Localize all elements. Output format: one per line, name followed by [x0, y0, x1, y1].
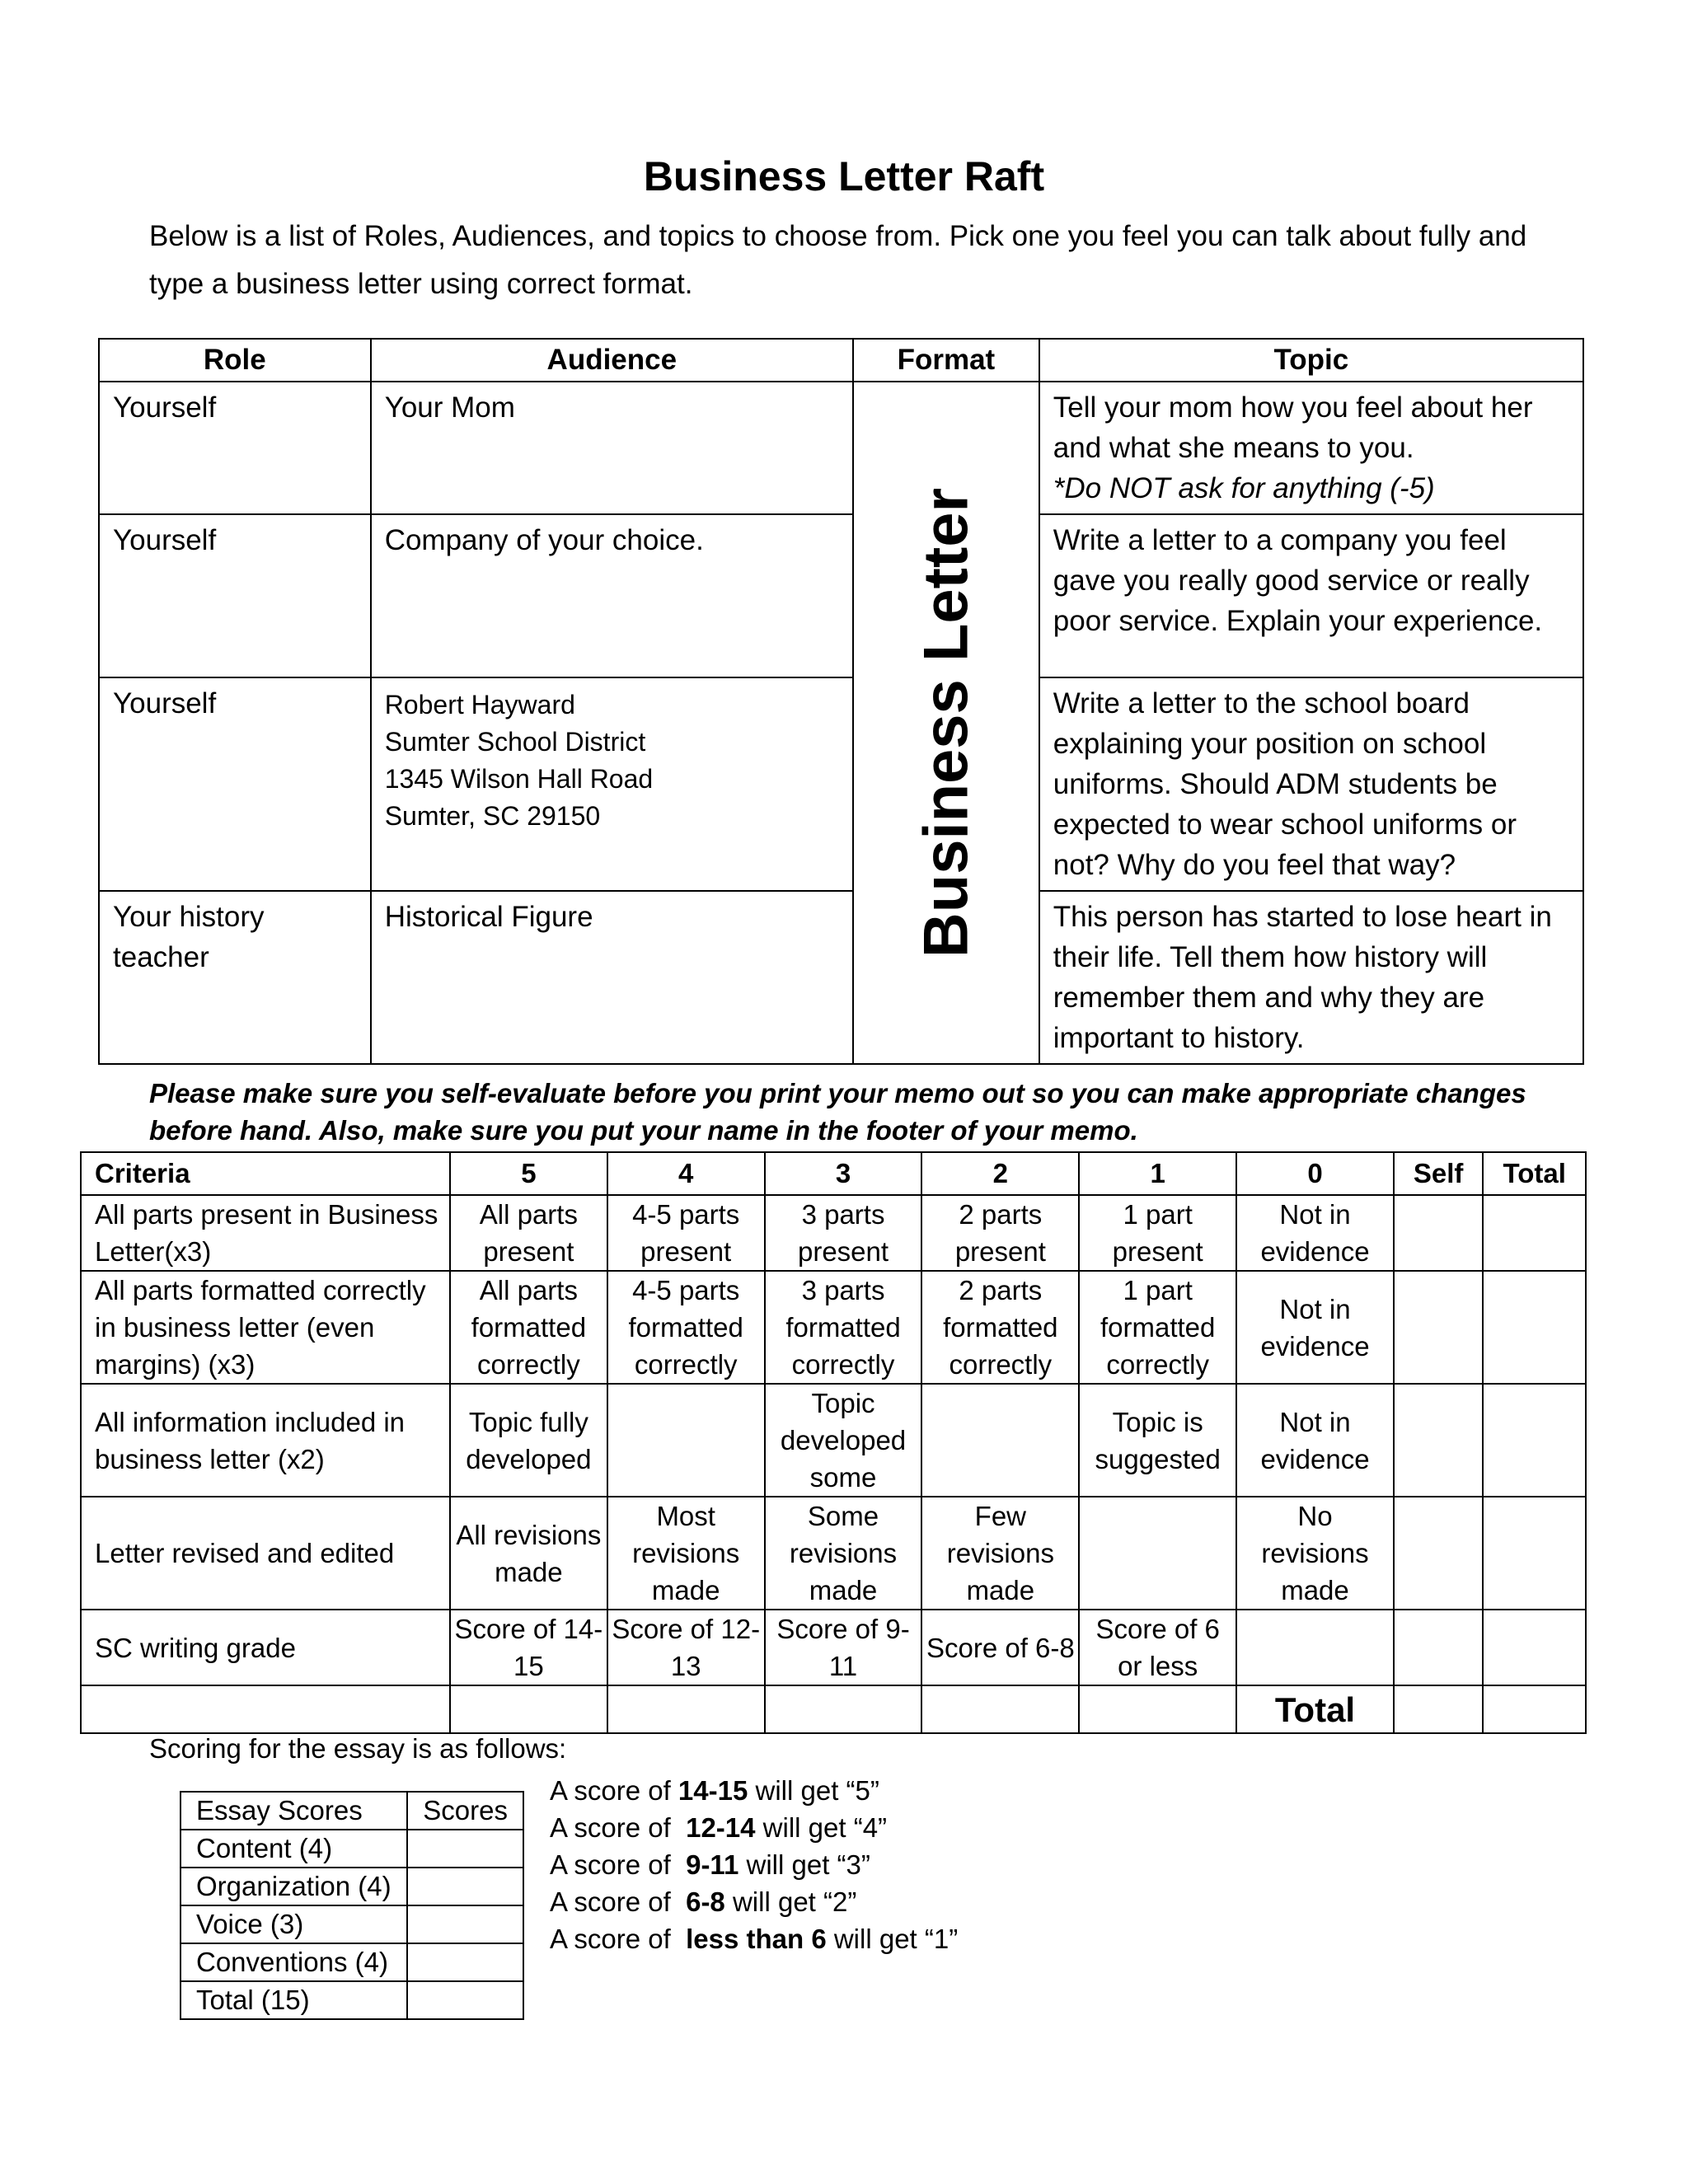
self-score-cell[interactable]: [1394, 1610, 1483, 1685]
rubric-cell: Score of 12-13: [607, 1610, 765, 1685]
raft-topic-note: *Do NOT ask for anything (-5): [1053, 472, 1435, 504]
scale-range: 14-15: [678, 1775, 748, 1806]
scale-range: 9-11: [686, 1849, 739, 1880]
total-score-cell[interactable]: [1483, 1271, 1586, 1384]
format-business-letter: Business Letter: [911, 487, 982, 958]
scale-range: 6-8: [686, 1886, 725, 1917]
rubric-cell: Score of 9-11: [765, 1610, 922, 1685]
rubric-cell: Not in evidence: [1236, 1384, 1394, 1497]
raft-format-cell: [853, 382, 1039, 1064]
essay-score-cell[interactable]: [407, 1868, 523, 1905]
rubric-criteria: Letter revised and edited: [81, 1497, 450, 1610]
rubric-cell: 1 part formatted correctly: [1079, 1271, 1236, 1384]
raft-table: [98, 338, 1584, 1065]
address-line: 1345 Wilson Hall Road: [384, 764, 654, 794]
rubric-cell: Score of 6-8: [921, 1610, 1079, 1685]
rubric-empty-cell: [1079, 1685, 1236, 1733]
scale-line: [550, 1883, 958, 1920]
rubric-empty-cell: [450, 1685, 607, 1733]
rubric-header: 5: [450, 1152, 607, 1195]
rubric-cell: 4-5 parts present: [607, 1195, 765, 1271]
raft-header-role: Role: [99, 339, 371, 382]
rubric-cell: Not in evidence: [1236, 1271, 1394, 1384]
address-line: Sumter, SC 29150: [384, 801, 601, 831]
rubric-cell: All parts formatted correctly: [450, 1271, 607, 1384]
rubric-criteria: All parts present in Business Letter(x3): [81, 1195, 450, 1271]
rubric-cell: No revisions made: [1236, 1497, 1394, 1610]
essay-category: Total (15): [181, 1981, 407, 2019]
self-total-cell[interactable]: [1394, 1685, 1483, 1733]
total-score-cell[interactable]: [1483, 1497, 1586, 1610]
raft-header-audience: Audience: [371, 339, 853, 382]
rubric-cell: 3 parts formatted correctly: [765, 1271, 922, 1384]
scale-line: [550, 1920, 958, 1957]
scale-range: 12-14: [686, 1812, 756, 1843]
rubric-cell: Score of 6 or less: [1079, 1610, 1236, 1685]
address-line: Sumter School District: [384, 727, 646, 757]
essay-category: Organization (4): [181, 1868, 407, 1905]
scale-range: less than 6: [686, 1924, 827, 1954]
rubric-header: 2: [921, 1152, 1079, 1195]
essay-score-cell[interactable]: [407, 1943, 523, 1981]
rubric-header: 3: [765, 1152, 922, 1195]
intro-paragraph: Below is a list of Roles, Audiences, and topics to choose from. Pick one you feel you can talk about fully and type a business letter using correct format.: [149, 220, 1527, 300]
rubric-criteria: SC writing grade: [81, 1610, 450, 1685]
raft-role: Yourself: [99, 677, 371, 891]
rubric-header: 4: [607, 1152, 765, 1195]
scale-line: [550, 1846, 958, 1883]
rubric-header: Self: [1394, 1152, 1483, 1195]
rubric-cell: [607, 1384, 765, 1497]
raft-role: Yourself: [99, 514, 371, 677]
scale-prefix: A score of: [550, 1849, 687, 1880]
raft-role: Your history teacher: [99, 891, 371, 1064]
essay-category: Conventions (4): [181, 1943, 407, 1981]
total-score-cell[interactable]: [1483, 1195, 1586, 1271]
rubric-criteria: All information included in business letter (x2): [81, 1384, 450, 1497]
raft-topic: This person has started to lose heart in their life. Tell them how history will remember them and why they are important to history.: [1039, 891, 1583, 1064]
raft-header-format: Format: [853, 339, 1039, 382]
scale-line: [550, 1809, 958, 1846]
scale-prefix: A score of: [550, 1924, 687, 1954]
essay-score-cell[interactable]: [407, 1981, 523, 2019]
scale-prefix: A score of: [550, 1775, 678, 1806]
rubric-cell: Few revisions made: [921, 1497, 1079, 1610]
scale-suffix: will get “5”: [748, 1775, 879, 1806]
rubric-cell: Topic fully developed: [450, 1384, 607, 1497]
raft-topic: Write a letter to a company you feel gave you really good service or really poor service. Explain your experience.: [1039, 514, 1583, 677]
rubric-cell: Some revisions made: [765, 1497, 922, 1610]
total-score-cell[interactable]: [1483, 1384, 1586, 1497]
self-score-cell[interactable]: [1394, 1195, 1483, 1271]
rubric-cell: 2 parts formatted correctly: [921, 1271, 1079, 1384]
score-scale: [550, 1772, 958, 1957]
scale-line: [550, 1772, 958, 1809]
essay-score-cell[interactable]: [407, 1905, 523, 1943]
raft-audience: Your Mom: [371, 382, 853, 514]
essay-score-cell[interactable]: [407, 1830, 523, 1868]
page-title: Business Letter Raft: [643, 153, 1045, 199]
raft-topic: [1039, 382, 1583, 514]
essay-header: Essay Scores: [181, 1792, 407, 1830]
rubric-cell: Score of 14-15: [450, 1610, 607, 1685]
raft-header-topic: Topic: [1039, 339, 1583, 382]
raft-topic: Write a letter to the school board explaining your position on school uniforms. Should ADM students be expected to wear school uniforms or not? Why do you feel that way?: [1039, 677, 1583, 891]
rubric-cell: [921, 1384, 1079, 1497]
scale-suffix: will get “4”: [755, 1812, 888, 1843]
raft-topic-text: Tell your mom how you feel about her and what she means to you.: [1053, 391, 1533, 464]
rubric-criteria: All parts formatted correctly in business letter (even margins) (x3): [81, 1271, 450, 1384]
rubric-empty-cell: [921, 1685, 1079, 1733]
rubric-cell: All revisions made: [450, 1497, 607, 1610]
scale-prefix: A score of: [550, 1812, 687, 1843]
rubric-header: Total: [1483, 1152, 1586, 1195]
rubric-header: Criteria: [81, 1152, 450, 1195]
essay-scores-table: [180, 1791, 524, 2020]
rubric-table: [80, 1151, 1587, 1734]
rubric-cell: Topic developed some: [765, 1384, 922, 1497]
raft-role: Yourself: [99, 382, 371, 514]
rubric-cell: 2 parts present: [921, 1195, 1079, 1271]
essay-category: Content (4): [181, 1830, 407, 1868]
essay-header: Scores: [407, 1792, 523, 1830]
essay-category: Voice (3): [181, 1905, 407, 1943]
scale-suffix: will get “2”: [724, 1886, 857, 1917]
rubric-cell: Topic is suggested: [1079, 1384, 1236, 1497]
raft-audience: Historical Figure: [371, 891, 853, 1064]
raft-audience-address: [371, 677, 853, 891]
rubric-cell: 1 part present: [1079, 1195, 1236, 1271]
rubric-cell: Not in evidence: [1236, 1195, 1394, 1271]
address-line: Robert Hayward: [384, 690, 575, 719]
rubric-cell: All parts present: [450, 1195, 607, 1271]
self-score-cell[interactable]: [1394, 1497, 1483, 1610]
rubric-cell: 4-5 parts formatted correctly: [607, 1271, 765, 1384]
rubric-empty-cell: [607, 1685, 765, 1733]
scale-suffix: will get “1”: [826, 1924, 959, 1954]
self-evaluate-notice: Please make sure you self-evaluate before you print your memo out so you can make appropriate changes before hand. Also, make sure you put your name in the footer of your memo.: [149, 1078, 1526, 1146]
self-score-cell[interactable]: [1394, 1384, 1483, 1497]
rubric-header: 1: [1079, 1152, 1236, 1195]
rubric-cell: 3 parts present: [765, 1195, 922, 1271]
rubric-cell: [1236, 1610, 1394, 1685]
self-score-cell[interactable]: [1394, 1271, 1483, 1384]
scale-prefix: A score of: [550, 1886, 687, 1917]
scoring-intro: Scoring for the essay is as follows:: [149, 1733, 567, 1764]
rubric-empty-cell: [765, 1685, 922, 1733]
rubric-empty-cell: [81, 1685, 450, 1733]
grand-total-cell[interactable]: [1483, 1685, 1586, 1733]
total-score-cell[interactable]: [1483, 1610, 1586, 1685]
scale-suffix: will get “3”: [738, 1849, 870, 1880]
rubric-cell: [1079, 1497, 1236, 1610]
raft-audience: Company of your choice.: [371, 514, 853, 677]
rubric-total-label: Total: [1236, 1685, 1394, 1733]
rubric-header: 0: [1236, 1152, 1394, 1195]
rubric-cell: Most revisions made: [607, 1497, 765, 1610]
